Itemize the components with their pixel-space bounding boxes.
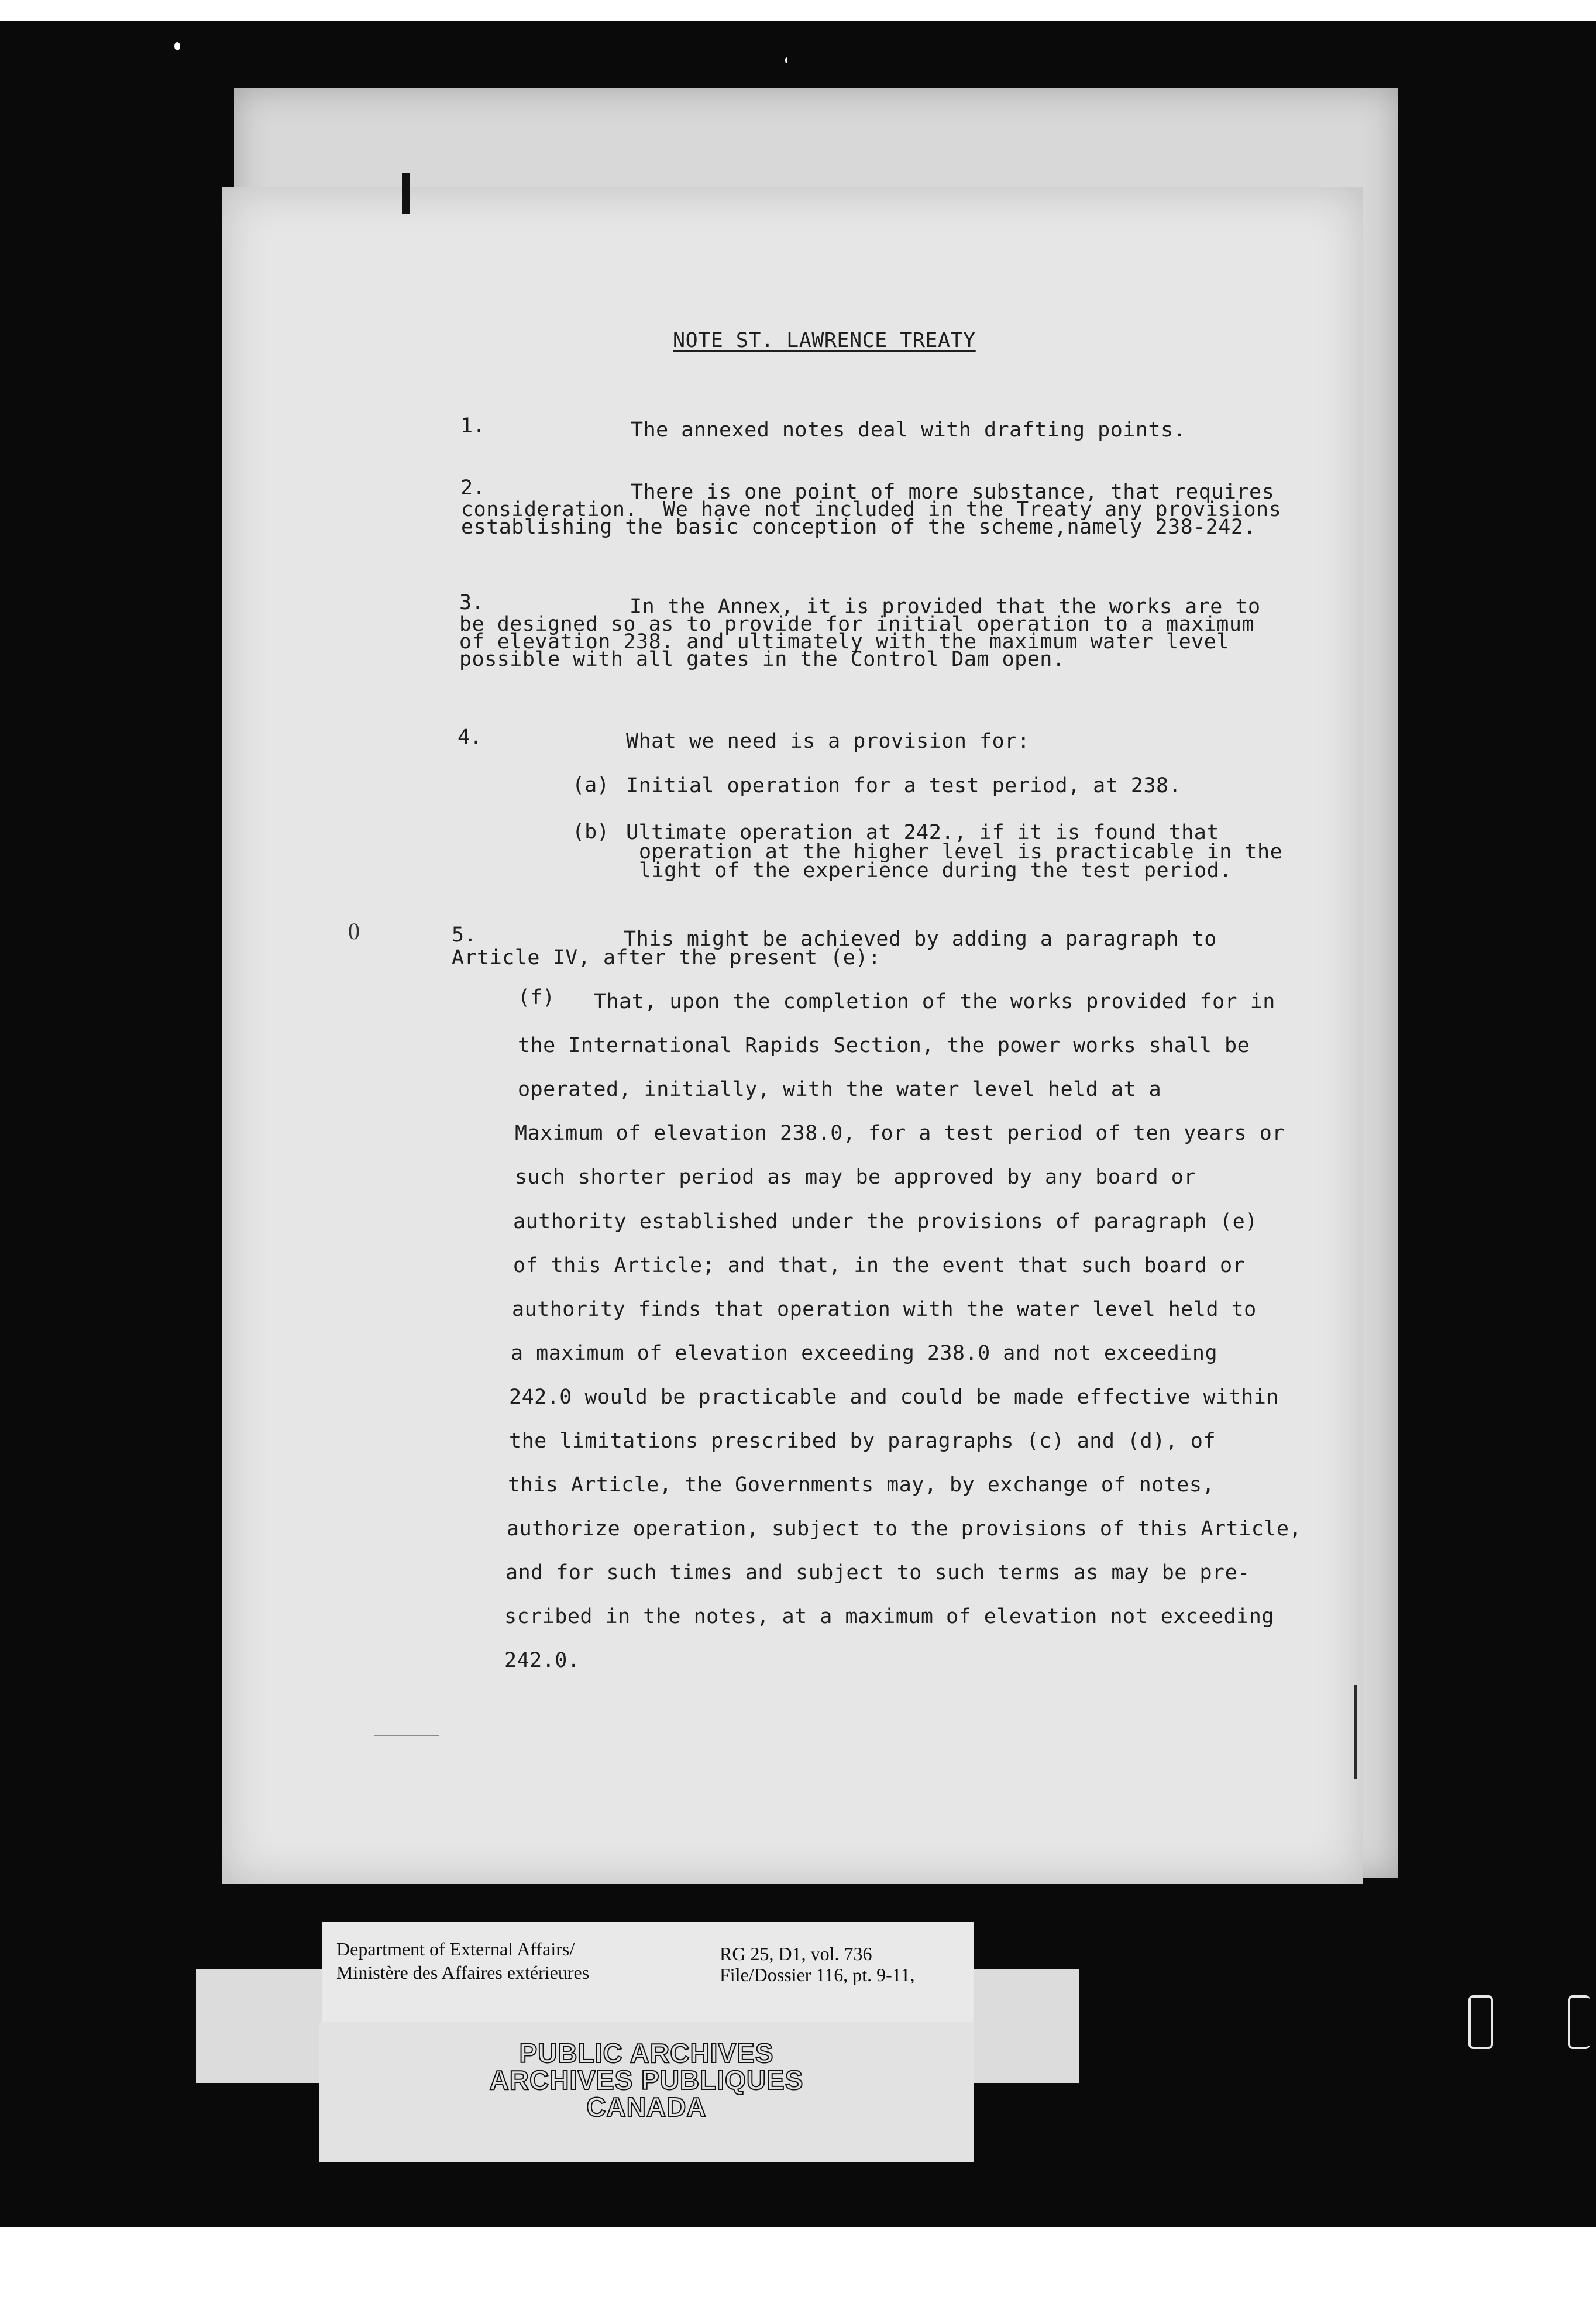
paragraph-line: of this Article; and that, in the event that such board or: [513, 1254, 1246, 1277]
paragraph-line: authority established under the provisions of paragraph (e): [513, 1210, 1258, 1233]
paragraph-line: authorize operation, subject to the provisions of this Article,: [507, 1517, 1302, 1541]
typed-page: [222, 187, 1363, 1884]
paragraph-line: 242.0 would be practicable and could be made effective within: [509, 1386, 1279, 1409]
item-letter: (f): [518, 986, 555, 1009]
paragraph-line: be designed so as to provide for initial operation to a maximum: [459, 613, 1255, 636]
paragraph-number: 1.: [460, 414, 486, 438]
paragraph-line: operation at the higher level is practicable in the: [639, 840, 1283, 864]
paragraph-line: light of the experience during the test period.: [639, 859, 1232, 882]
paragraph-line: Article IV, after the present (e):: [452, 946, 881, 970]
department-french: Ministère des Affaires extérieures: [336, 1962, 590, 1983]
archive-reference-label: [322, 1922, 974, 2022]
paragraph-line: scribed in the notes, at a maximum of elevation not exceeding: [504, 1605, 1274, 1628]
paragraph-line: such shorter period as may be approved by any board or: [515, 1166, 1196, 1189]
paragraph-number: 4.: [458, 726, 483, 749]
paragraph-line: Ultimate operation at 242., if it is found that: [626, 821, 1219, 844]
frame-mark-0: [1468, 1995, 1493, 2049]
paragraph-number: 3.: [459, 591, 484, 614]
paragraph-line: and for such times and subject to such terms as may be pre-: [505, 1561, 1250, 1584]
page-title: NOTE ST. LAWRENCE TREATY: [673, 329, 976, 352]
paragraph-line: There is one point of more substance, that requires: [631, 480, 1275, 504]
edge-line: [1354, 1685, 1357, 1779]
paragraph-line: In the Annex, it is provided that the works are to: [630, 595, 1261, 618]
staple-mark: [402, 173, 410, 214]
paragraph-number: 2.: [460, 476, 486, 500]
paragraph-line: this Article, the Governments may, by exchange of notes,: [508, 1473, 1215, 1497]
paragraph-line: 242.0.: [504, 1649, 580, 1672]
paragraph-line: Maximum of elevation 238.0, for a test period of ten years or: [515, 1122, 1285, 1145]
department-english: Department of External Affairs/: [336, 1938, 575, 1960]
stamp-line-2: ARCHIVES PUBLIQUES: [489, 2065, 804, 2095]
paragraph-line: the International Rapids Section, the power works shall be: [518, 1034, 1250, 1057]
paragraph-line: consideration. We have not included in the Treaty any provisions: [461, 498, 1282, 521]
paragraph-line: What we need is a provision for:: [626, 730, 1030, 753]
dust-speck: [174, 42, 180, 50]
paragraph-line: Initial operation for a test period, at 238.: [626, 774, 1182, 797]
margin-mark: 0: [348, 918, 360, 944]
paragraph-line: a maximum of elevation exceeding 238.0 and not exceeding: [511, 1342, 1218, 1365]
item-letter: (a): [572, 774, 610, 797]
paragraph-line: The annexed notes deal with drafting points.: [631, 418, 1186, 442]
item-letter: (b): [572, 820, 610, 844]
reference-volume: RG 25, D1, vol. 736: [720, 1943, 872, 1964]
stray-line: [374, 1735, 439, 1736]
paragraph-line: of elevation 238. and ultimately with the maximum water level: [459, 630, 1229, 654]
reference-file: File/Dossier 116, pt. 9-11,: [720, 1964, 915, 1985]
paragraph-line: That, upon the completion of the works provided for in: [594, 990, 1275, 1013]
paragraph-line: possible with all gates in the Control Dam open.: [459, 648, 1065, 671]
stamp-line-1: PUBLIC ARCHIVES: [519, 2038, 774, 2068]
paragraph-number: 5.: [452, 923, 477, 947]
frame-mark-c: [1568, 1995, 1590, 2049]
paragraph-line: This might be achieved by adding a paragraph to: [624, 927, 1217, 951]
paragraph-line: authority finds that operation with the water level held to: [512, 1298, 1257, 1321]
paragraph-line: the limitations prescribed by paragraphs (c) and (d), of: [509, 1429, 1216, 1453]
dust-speck: [785, 57, 787, 63]
paragraph-line: establishing the basic conception of the scheme,namely 238-242.: [461, 515, 1257, 539]
paragraph-line: operated, initially, with the water level held at a: [518, 1078, 1162, 1101]
stamp-line-3: CANADA: [586, 2092, 707, 2122]
